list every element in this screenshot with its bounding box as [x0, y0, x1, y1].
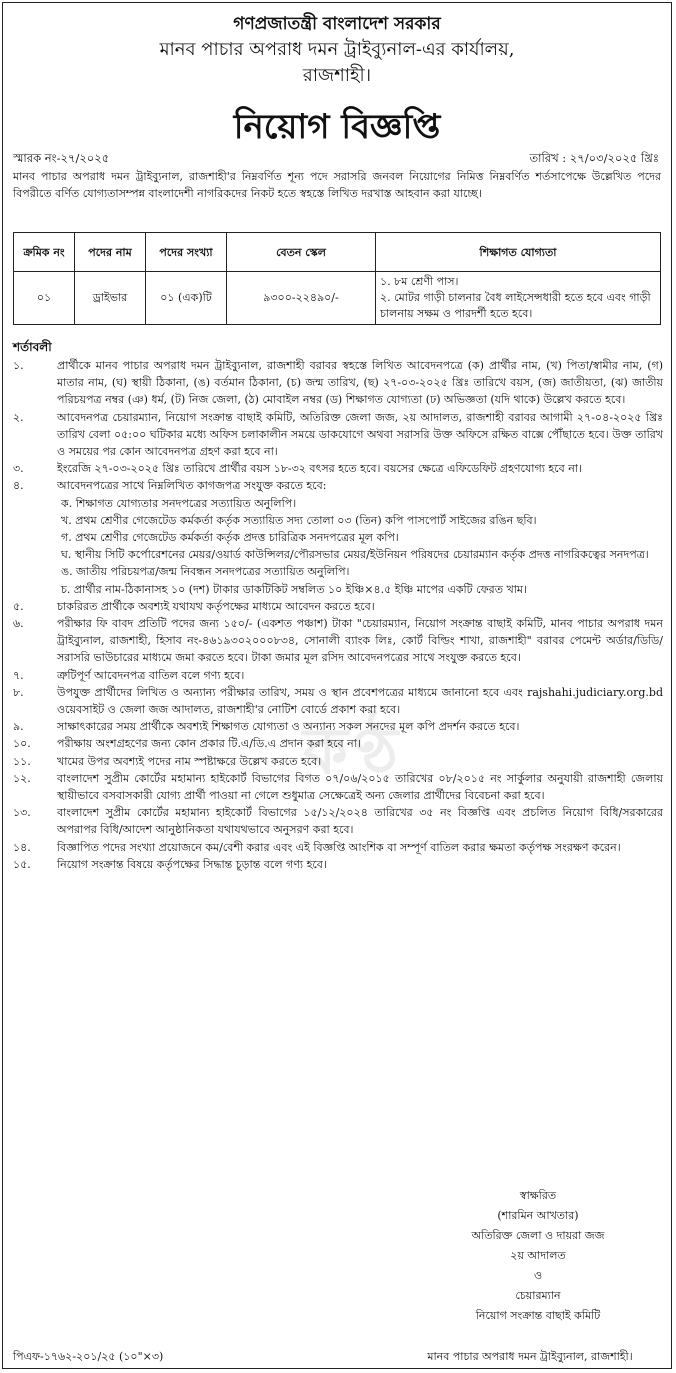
condition-text	[57, 460, 663, 477]
condition-item	[13, 856, 663, 873]
conditions-title: শর্তাবলী	[13, 340, 52, 354]
condition-text	[57, 615, 663, 667]
memo-number: স্মারক নং-২৭/২০২৫	[13, 151, 110, 165]
condition-number: ৫.	[13, 599, 24, 613]
col-post: পদের নাম	[75, 233, 146, 272]
intro-paragraph: মানব পাচার অপরাধ দমন ট্রাইব্যুনাল, রাজশাহী'র নিম্নবর্ণিত শূন্য পদে সরাসরি জনবল নিয়োগের নিমিত্ত নিম্নবর্ণিত শর্তসাপেক্ষে উল্লেখিত পদের বিপরীতে বর্ণিত যোগ্যতাসম্পন্ন বাংলাদেশী নাগরিকদের নিকট হতে স্বহস্তে লিখিত দরখাস্ত আহবান করা যাচ্ছে।	[13, 170, 661, 200]
condition-text	[57, 357, 663, 409]
condition-item	[13, 409, 663, 461]
col-qualification: শিক্ষাগত যোগ্যতা	[376, 233, 661, 272]
condition-main-text: ত্রুটিপূর্ণ আবেদনপত্র বাতিল বলে গণ্য হবে।	[57, 668, 245, 682]
condition-item	[13, 460, 663, 477]
notice-page	[2, 2, 672, 1369]
table-row	[14, 272, 661, 325]
footer-reference: পিএফ-১৭৬২-২০১/২৫ (১০"×৩)	[13, 1350, 164, 1363]
condition-sub-item: খ. প্রথম শ্রেণীর গেজেটেড কর্মকর্তা কর্তৃক সত্যায়িত সদ্য তোলা ০৩ (তিন) কপি পাসপোর্ট সাইজের রঙিন ছবি।	[61, 513, 537, 527]
signer-name: (শারমিন আখতার)	[497, 1209, 579, 1222]
cell-scale: ৯৩০০-২২৪৯০/-	[227, 272, 376, 325]
header-office: মানব পাচার অপরাধ দমন ট্রাইব্যুনাল-এর কার্যালয়,	[159, 39, 515, 60]
conditions-list	[13, 357, 663, 873]
condition-text	[57, 804, 663, 838]
footer-office: মানব পাচার অপরাধ দমন ট্রাইব্যুনাল, রাজশাহী।	[427, 1350, 633, 1363]
condition-number: ৭.	[13, 668, 24, 682]
condition-main-text: আবেদনপত্রের সাথে নিম্নলিখিত কাগজপত্র সংযুক্ত করতে হবে:	[57, 479, 327, 493]
condition-text	[57, 839, 663, 856]
condition-main-text: উপযুক্ত প্রার্থীদের লিখিত ও অন্যান্য পরীক্ষার তারিখ, সময় ও স্থান প্রবেশপত্রের মাধ্যমে জানানো হবে এবং rajshahi.judiciary.org.bd ওয়েবসাইট ও জেলা জজ আদালত, রাজশাহী'র নোটিশ বোর্ডে প্রকাশ করা হবে।	[57, 685, 663, 717]
notice-date: তারিখ : ২৭/০৩/২০২৫ খ্রিঃ	[529, 151, 659, 165]
condition-sub-item: ঙ. জাতীয় পরিচয়পত্র/জন্ম নিবন্ধন সনদপত্রের সত্যায়িত অনুলিপি।	[61, 565, 350, 579]
condition-item	[13, 598, 663, 615]
signature-block	[403, 1186, 673, 1326]
condition-number: ৩.	[13, 462, 24, 476]
signer-and: ও	[533, 1269, 543, 1282]
condition-item	[13, 753, 663, 770]
condition-main-text: পরীক্ষায় অংশগ্রহণের জন্য কোন প্রকার টি.এ/ডি.এ প্রদান করা হবে না।	[57, 737, 361, 751]
condition-number: ১৩.	[13, 806, 31, 820]
header-city: রাজশাহী।	[302, 65, 372, 86]
condition-text	[57, 598, 663, 615]
signer-chairman: চেয়ারম্যান	[515, 1289, 561, 1302]
col-scale: বেতন স্কেল	[227, 233, 376, 272]
condition-item	[13, 357, 663, 409]
condition-item	[13, 735, 663, 752]
condition-item	[13, 667, 663, 684]
cell-serial: ০১	[14, 272, 75, 325]
condition-text	[57, 735, 663, 752]
condition-item	[13, 477, 663, 597]
condition-number: ১৫.	[13, 857, 31, 871]
condition-number: ১১.	[13, 754, 31, 768]
condition-text	[57, 684, 663, 718]
condition-main-text: পরীক্ষার ফি বাবদ প্রতিটি পদের জন্য ১৫০/- (একশত পঞ্চাশ) টাকা "চেয়ারম্যান, নিয়োগ সংক্রান্ত বাছাই কমিটি, মানব পাচার অপরাধ দমন ট্রাইব্যুনাল, রাজশাহী, হিসাব নং-৪৬১৯৩০২০০০৮৩৪, সোনালী ব্যাংক লিঃ, কোর্ট বিল্ডিং শাখা, রাজশাহী" বরাবর পেমেন্ট অর্ডার/ডিডি/সরাসরি ভাউচারের মাধ্যমে জমা করতে হবে। টাকা জমার মূল রসিদ আবেদনপত্রের সাথে সংযুক্ত করতে হবে।	[57, 617, 663, 665]
condition-text	[57, 477, 663, 597]
condition-text	[57, 409, 663, 461]
condition-main-text: আবেদনপত্র চেয়ারম্যান, নিয়োগ সংক্রান্ত বাছাই কমিটি, অতিরিক্ত জেলা জজ, ২য় আদালত, রাজশাহী বরাবর আগামী ২৭-০৪-২০২৫ খ্রিঃ তারিখ বেলা ০৫:০০ ঘটিকার মধ্যে অফিস চলাকালীন সময়ে ডাকযোগে অথবা সরাসরি উক্ত অফিসে রক্ষিত বাক্সে পৌঁছাতে হবে। উক্ত তারিখ ও সময়ের পর কোন আবেদনপত্র গ্রহণ করা হবে না।	[57, 410, 663, 459]
condition-item	[13, 684, 663, 718]
condition-text	[57, 667, 663, 684]
condition-number: ১০.	[13, 737, 31, 751]
condition-item	[13, 804, 663, 838]
condition-text	[57, 718, 663, 735]
qualification-2: ২. মোটর গাড়ী চালনার বৈধ লাইসেন্সধারী হতে হবে এবং গাড়ী চালনায় সক্ষম ও পারদর্শী হতে হবে।	[380, 291, 651, 320]
col-count: পদের সংখ্যা	[146, 233, 227, 272]
condition-number: ৮.	[13, 685, 24, 699]
condition-sub-item: চ. প্রার্থীর নাম-ঠিকানাসহ ১০ (দশ) টাকার ডাকটিকিট সম্বলিত ১০ ইঞ্চি×৪.৫ ইঞ্চি মাপের একটি ফেরত খাম।	[61, 582, 527, 596]
signed-label: স্বাক্ষরিত	[519, 1189, 557, 1202]
condition-number: ১২.	[13, 771, 31, 785]
condition-main-text: চাকরিরত প্রার্থীকে অবশ্যই যথাযথ কর্তৃপক্ষের মাধ্যমে আবেদন করতে হবে।	[57, 599, 375, 613]
col-serial: ক্রমিক নং	[14, 233, 75, 272]
condition-main-text: খামের উপর অবশ্যই পদের নাম স্পষ্টাক্ষরে উল্লেখ করতে হবে।	[57, 754, 322, 768]
header-government: গণপ্রজাতন্ত্রী বাংলাদেশ সরকার	[233, 14, 441, 34]
condition-main-text: সাক্ষাৎকারের সময় প্রার্থীকে অবশ্যই শিক্ষাগত যোগ্যতা ও অন্যান্য সকল সনদের মূল কপি প্রদর্শন করতে হবে।	[57, 720, 520, 734]
condition-number: ৯.	[13, 720, 24, 734]
condition-main-text: প্রার্থীকে মানব পাচার অপরাধ দমন ট্রাইব্যুনাল, রাজশাহী বরাবর স্বহস্তে লিখিত আবেদনপত্রে (ক) প্রার্থীর নাম, (খ) পিতা/স্বামীর নাম, (গ) মাতার নাম, (ঘ) স্থায়ী ঠিকানা, (ঙ) বর্তমান ঠিকানা, (চ) জন্ম তারিখ, (ছ) ২৭-০৩-২০২৫ খ্রিঃ তারিখে বয়স, (জ) জাতীয়তা, (ঝ) জাতীয় পরিচয়পত্র নম্বর (ঞ) ধর্ম, (ট) নিজ জেলা, (ঠ) মোবাইল নম্বর (ড) শিক্ষাগত যোগ্যতা (ঢ) অভিজ্ঞতা (যদি থাকে) উল্লেখ করতে হবে।	[57, 359, 663, 407]
condition-item	[13, 615, 663, 667]
signer-designation: অতিরিক্ত জেলা ও দায়রা জজ	[471, 1229, 605, 1242]
condition-text	[57, 770, 663, 804]
post-table	[13, 232, 661, 325]
condition-sub-item: ক. শিক্ষাগত যোগ্যতার সনদপত্রের সত্যায়িত অনুলিপি।	[61, 496, 297, 510]
condition-item	[13, 839, 663, 856]
cell-count: ০১ (এক)টি	[146, 272, 227, 325]
table-header-row	[14, 233, 661, 272]
cell-post: ড্রাইভার	[75, 272, 146, 325]
page-title: নিয়োগ বিজ্ঞপ্তি	[233, 107, 441, 147]
condition-main-text: বিজ্ঞাপিত পদের সংখ্যা প্রয়োজনে কম/বেশী করার এবং এই বিজ্ঞপ্তি আংশিক বা সম্পূর্ণ বাতিল করার ক্ষমতা কর্তৃপক্ষ সংরক্ষণ করেন।	[57, 840, 621, 854]
condition-item	[13, 718, 663, 735]
condition-number: ৪.	[13, 479, 24, 493]
condition-main-text: ইংরেজি ২৭-০৩-২০২৫ খ্রিঃ তারিখে প্রার্থীর বয়স ১৮-৩২ বৎসর হতে হবে। বয়সের ক্ষেত্রে এফিডেফিট গ্রহণযোগ্য হবে না।	[57, 462, 582, 476]
condition-text	[57, 753, 663, 770]
signer-committee: নিয়োগ সংক্রান্ত বাছাই কমিটি	[475, 1309, 601, 1322]
condition-number: ১.	[13, 359, 24, 372]
condition-number: ৬.	[13, 617, 24, 631]
condition-number: ২.	[13, 410, 24, 424]
condition-main-text: বাংলাদেশ সুপ্রীম কোর্টের মহামান্য হাইকোর্ট বিভাগের ১৫/১২/২০২৪ তারিখের ৩৫ নং বিজ্ঞপ্তি এবং প্রচলিত নিয়োগ বিধি/সরকারের অপরাপর বিধি/আদেশ আনুষ্ঠানিকতা যথাযথভাবে অনুসরণ করা হবে।	[57, 806, 663, 837]
condition-sub-item: গ. প্রথম শ্রেণীর গেজেটেড কর্মকর্তা কর্তৃক প্রদত্ত চারিত্রিক সনদপত্রের মূল কপি।	[61, 531, 399, 545]
watermark: কণ্ঠ	[303, 715, 405, 789]
condition-number: ১৪.	[13, 840, 31, 854]
condition-sub-item: ঘ. স্থানীয় সিটি কর্পোরেশনের মেয়র/ওয়ার্ড কাউন্সিলর/পৌরসভার মেয়র/ইউনিয়ন পরিষদের চেয়ারম্যান কর্তৃক প্রদত্ত নাগরিকত্বের সনদপত্র।	[61, 548, 649, 562]
cell-qualification	[376, 272, 661, 325]
condition-text	[57, 856, 663, 873]
condition-item	[13, 770, 663, 804]
signer-court: ২য় আদালত	[510, 1249, 566, 1262]
condition-main-text: নিয়োগ সংক্রান্ত বিষয়ে কর্তৃপক্ষের সিদ্ধান্ত চূড়ান্ত বলে গণ্য হবে।	[57, 857, 327, 871]
qualification-1: ১. ৮ম শ্রেণী পাস।	[380, 275, 459, 288]
condition-main-text: বাংলাদেশ সুপ্রীম কোর্টের মহামান্য হাইকোর্ট বিভাগের বিগত ০৭/০৬/২০১৫ তারিখের ০৮/২০১৫ নং সার্কুলার অনুযায়ী রাজশাহী জেলায় স্থায়ীভাবে বসবাসকারী যোগ্য প্রার্থী পাওয়া না গেলে শুধুমাত্র সেক্ষেত্রেই অন্য জেলার প্রার্থীদের বিবেচনা করা হবে।	[57, 771, 663, 803]
